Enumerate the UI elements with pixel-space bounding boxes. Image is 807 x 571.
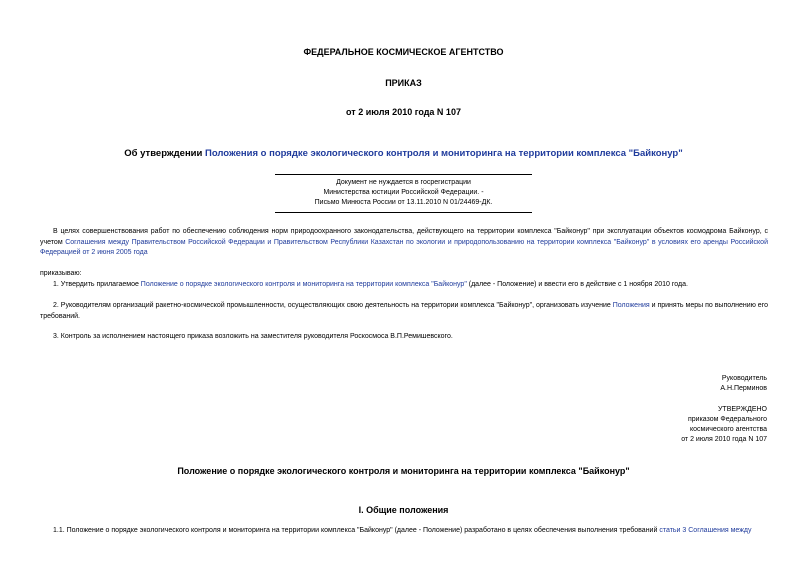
item-1-suffix: (далее - Положение) и ввести его в действие с 1 ноября 2010 года. bbox=[466, 281, 688, 288]
item-2 bbox=[40, 301, 768, 322]
preamble-paragraph bbox=[40, 227, 768, 259]
order-date-number: от 2 июля 2010 года N 107 bbox=[346, 107, 461, 117]
approval-block bbox=[627, 405, 767, 445]
divider-bottom bbox=[275, 212, 532, 213]
approval-line-2: приказом Федерального bbox=[687, 416, 767, 423]
order-word: приказываю: bbox=[40, 270, 82, 277]
paragraph-1-1-link[interactable]: статьи 3 Соглашения между bbox=[659, 527, 752, 534]
divider-top bbox=[275, 174, 532, 175]
preamble-agreement-link[interactable]: Соглашения между Правительством Российской Федерации и Правительством Республики Казахстан по экологии и природопользованию на территории комплекса "Байконур" в условиях его аренды Российской Федерацией от 2 июня 2005 года bbox=[40, 238, 768, 256]
approval-line-4: от 2 июля 2010 года N 107 bbox=[681, 436, 767, 443]
doc-type-heading: ПРИКАЗ bbox=[385, 78, 422, 88]
item-1-link[interactable]: Положение о порядке экологического контроля и мониторинга на территории комплекса "Байконур" bbox=[140, 281, 467, 288]
item-2-link[interactable]: Положения bbox=[612, 302, 650, 309]
item-3: 3. Контроль за исполнением настоящего приказа возложить на заместителя руководителя Роскосмоса В.П.Ремишевского. bbox=[53, 333, 453, 340]
section-1-heading: I. Общие положения bbox=[358, 505, 449, 515]
registration-line-2: Министерства юстиции Российской Федерации. - bbox=[323, 189, 484, 196]
document-title bbox=[0, 148, 807, 159]
registration-line-1: Документ не нуждается в госрегистрации bbox=[336, 179, 471, 186]
registration-note bbox=[0, 178, 807, 208]
signature-name: А.Н.Перминов bbox=[720, 385, 767, 392]
approval-line-1: УТВЕРЖДЕНО bbox=[717, 406, 767, 413]
item-2-suffix: и принять меры по выполнению его требований. bbox=[40, 302, 768, 320]
preamble-text: В целях совершенствования работ по обеспечению соблюдения норм природоохранного законодательства, действующего на территории комплекса "Байконур" при эксплуатации объектов космодрома Байконур, с учетом bbox=[40, 228, 768, 246]
signature-role: Руководитель bbox=[721, 375, 767, 382]
title-link[interactable]: Положения о порядке экологического контроля и мониторинга на территории комплекса "Байконур" bbox=[205, 148, 683, 159]
item-1 bbox=[40, 280, 768, 291]
registration-line-3: Письмо Минюста России от 13.11.2010 N 01/24469-ДК. bbox=[314, 199, 493, 206]
item-1-prefix: 1. Утвердить прилагаемое bbox=[53, 281, 141, 288]
approval-line-3: космического агентства bbox=[690, 426, 767, 433]
regulation-title: Положение о порядке экологического контроля и мониторинга на территории комплекса "Байконур" bbox=[177, 466, 630, 476]
agency-heading: ФЕДЕРАЛЬНОЕ КОСМИЧЕСКОЕ АГЕНТСТВО bbox=[303, 47, 504, 57]
signature-block bbox=[627, 374, 767, 394]
title-prefix: Об утверждении bbox=[124, 148, 205, 159]
paragraph-1-1-text: 1.1. Положение о порядке экологического контроля и мониторинга на территории комплекса "Байконур" (далее - Положение) разработано в целях обеспечения выполнения требований bbox=[53, 527, 660, 534]
item-2-prefix: 2. Руководителям организаций ракетно-космической промышленности, осуществляющих свою деятельность на территории комплекса "Байконур", организовать изучение bbox=[53, 302, 613, 309]
paragraph-1-1 bbox=[40, 526, 768, 537]
